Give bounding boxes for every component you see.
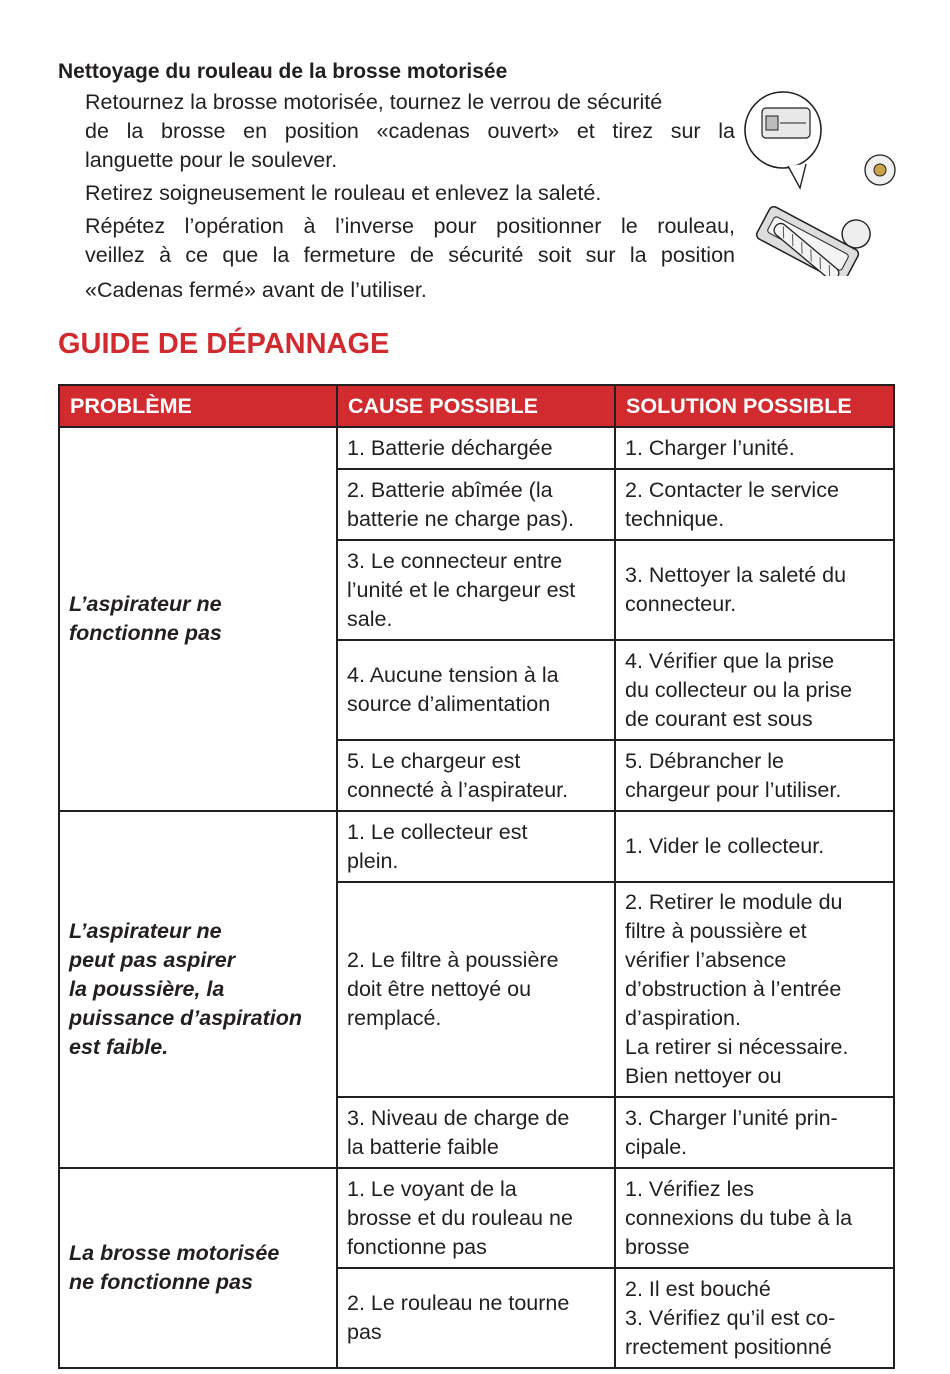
problem-line: peut pas aspirer: [69, 948, 236, 972]
problem-line: ne fonctionne pas: [69, 1270, 253, 1294]
solution-line: connexions du tube à la: [625, 1205, 853, 1230]
table-row: [59, 427, 894, 469]
text-line: de la brosse en position «cadenas ouvert» et tirez sur la: [85, 119, 735, 143]
solution-cell: [615, 1097, 894, 1168]
problem-line: La brosse motorisée: [69, 1241, 280, 1265]
cause-line: 1. Le voyant de la: [347, 1176, 517, 1201]
text-line: languette pour le soulever.: [85, 148, 338, 172]
solution-line: 3. Nettoyer la saleté du: [625, 563, 847, 587]
cause-line: la batterie faible: [347, 1134, 499, 1159]
solution-cell: [615, 882, 894, 1097]
section-title: Nettoyage du rouleau de la brosse motorisée: [58, 60, 508, 83]
cause-cell: [337, 1097, 615, 1168]
solution-cell: [615, 1268, 894, 1368]
solution-line: 1. Vider le collecteur.: [625, 834, 825, 858]
cause-line: 3. Le connecteur entre: [347, 548, 563, 573]
cause-line: remplacé.: [347, 1006, 442, 1030]
solution-line: rrectement positionné: [625, 1334, 832, 1359]
cause-cell: [337, 1168, 615, 1268]
solution-line: de courant est sous: [625, 706, 813, 731]
cause-cell: [337, 740, 615, 811]
cause-line: 2. Batterie abîmée (la: [347, 477, 553, 502]
cause-line: pas: [347, 1320, 382, 1344]
cause-cell: [337, 1268, 615, 1368]
paragraph-flip-brush: [85, 88, 735, 175]
solution-line: 2. Contacter le service: [625, 477, 839, 502]
cause-cell: [337, 811, 615, 882]
solution-line: vérifier l’absence: [625, 948, 787, 972]
solution-line: du collecteur ou la prise: [625, 677, 853, 702]
cause-line: 5. Le chargeur est: [347, 748, 521, 773]
solution-line: Bien nettoyer ou: [625, 1064, 782, 1088]
motorized-brush-roller-illustration: [740, 86, 905, 276]
cause-line: batterie ne charge pas).: [347, 506, 575, 531]
solution-line: d’obstruction à l’entrée: [625, 977, 842, 1001]
problem-line: L’aspirateur ne: [69, 919, 222, 943]
problem-line: est faible.: [69, 1035, 169, 1059]
cause-cell: [337, 540, 615, 640]
cause-line: 1. Le collecteur est: [347, 819, 528, 844]
solution-cell: [615, 1168, 894, 1268]
solution-line: technique.: [625, 506, 725, 531]
solution-line: 2. Retirer le module du: [625, 890, 843, 914]
cause-line: 2. Le rouleau ne tourne: [347, 1291, 570, 1315]
problem-cell: [59, 1168, 337, 1368]
solution-line: connecteur.: [625, 592, 737, 616]
solution-line: 1. Vérifiez les: [625, 1176, 755, 1201]
paragraph-reinstall-roller: [85, 212, 735, 305]
cause-line: 2. Le filtre à poussière: [347, 948, 559, 972]
solution-line: filtre à poussière et: [625, 919, 807, 943]
solution-line: 1. Charger l’unité.: [625, 435, 795, 460]
cause-line: source d’alimentation: [347, 692, 551, 716]
solution-cell: [615, 640, 894, 740]
header-probleme: PROBLÈME: [59, 385, 337, 427]
cause-line: brosse et du rouleau ne: [347, 1205, 573, 1230]
text-line: «Cadenas fermé» avant de l’utiliser.: [85, 278, 427, 302]
troubleshooting-title: GUIDE DE DÉPANNAGE: [58, 328, 390, 360]
problem-line: L’aspirateur ne: [69, 592, 222, 616]
cause-cell: [337, 469, 615, 540]
solution-line: 2. Il est bouché: [625, 1276, 771, 1301]
cause-line: 3. Niveau de charge de: [347, 1105, 570, 1130]
solution-cell: [615, 469, 894, 540]
table-header-row: [59, 385, 894, 427]
problem-line: puissance d’aspiration: [69, 1006, 302, 1030]
text-line: Retournez la brosse motorisée, tournez le verrou de sécurité: [85, 90, 663, 114]
cause-line: connecté à l’aspirateur.: [347, 777, 569, 802]
problem-line: fonctionne pas: [69, 621, 222, 645]
table-row: [59, 811, 894, 882]
solution-line: chargeur pour l’utiliser.: [625, 777, 842, 802]
troubleshooting-table: [58, 384, 895, 1369]
solution-cell: [615, 540, 894, 640]
problem-cell: [59, 811, 337, 1168]
paragraph-remove-roller: Retirez soigneusement le rouleau et enlevez la saleté.: [85, 181, 602, 205]
solution-line: 3. Vérifiez qu’il est co-: [625, 1305, 836, 1330]
header-solution: SOLUTION POSSIBLE: [615, 385, 894, 427]
problem-cell: [59, 427, 337, 811]
solution-cell: [615, 427, 894, 469]
solution-line: brosse: [625, 1234, 690, 1259]
header-cause: CAUSE POSSIBLE: [337, 385, 615, 427]
problem-line: la poussière, la: [69, 977, 225, 1001]
cause-line: sale.: [347, 606, 393, 631]
solution-cell: [615, 740, 894, 811]
solution-line: La retirer si nécessaire.: [625, 1035, 849, 1059]
cause-line: 4. Aucune tension à la: [347, 663, 559, 687]
cause-cell: [337, 427, 615, 469]
cause-line: fonctionne pas: [347, 1234, 487, 1259]
solution-line: 5. Débrancher le: [625, 748, 784, 773]
cause-line: 1. Batterie déchargée: [347, 435, 553, 460]
text-line: Répétez l’opération à l’inverse pour positionner le rouleau,: [85, 214, 735, 238]
solution-line: d’aspiration.: [625, 1006, 741, 1030]
cause-cell: [337, 640, 615, 740]
solution-cell: [615, 811, 894, 882]
table-row: [59, 1168, 894, 1268]
cause-cell: [337, 882, 615, 1097]
cause-line: l’unité et le chargeur est: [347, 577, 576, 602]
solution-line: cipale.: [625, 1134, 688, 1159]
cause-line: plein.: [347, 848, 399, 873]
text-line: veillez à ce que la fermeture de sécurité soit sur la position: [85, 243, 735, 267]
solution-line: 3. Charger l’unité prin-: [625, 1105, 838, 1130]
solution-line: 4. Vérifier que la prise: [625, 648, 835, 673]
cause-line: doit être nettoyé ou: [347, 977, 532, 1001]
